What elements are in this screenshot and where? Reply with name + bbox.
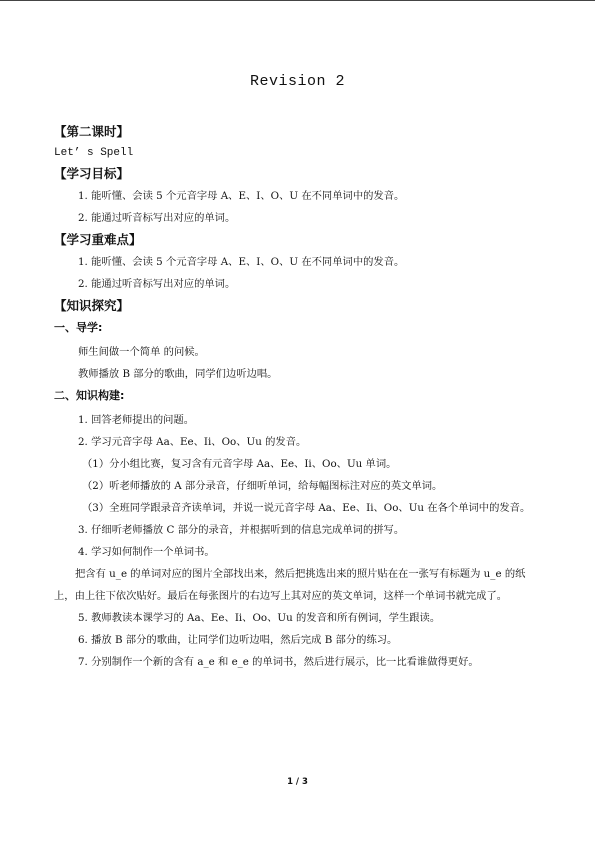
heading-explore: 【知识探究】 [54, 298, 130, 313]
part2-line: 4. 学习如何制作一个单词书。 [78, 546, 215, 558]
document-body [54, 121, 542, 673]
part2-line: 6. 播放 B 部分的歌曲，让同学们边听边唱，然后完成 B 部分的练习。 [78, 634, 398, 646]
heading-goals: 【学习目标】 [54, 166, 130, 181]
part2-line: （1）分小组比赛，复习含有元音字母 Aa、Ee、Ii、Oo、Uu 单词。 [82, 458, 397, 470]
part2-line: 5. 教师教读本课学习的 Aa、Ee、Ii、Oo、Uu 的发音和所有例词，学生跟读。 [78, 612, 441, 624]
key-point-item: 1. 能听懂、会读 5 个元音字母 A、E、I、O、U 在不同单词中的发音。 [78, 256, 405, 268]
part2-line: 3. 仔细听老师播放 C 部分的录音，并根据听到的信息完成单词的拼写。 [78, 524, 405, 536]
heading-lesson: 【第二课时】 [54, 124, 130, 139]
part2-line: （2）听老师播放的 A 部分录音，仔细听单词，给每幅图标注对应的英文单词。 [82, 480, 443, 492]
key-point-item: 2. 能通过听音标写出对应的单词。 [78, 278, 236, 290]
part2-line: （3）全班同学跟录音齐读单词，并说一说元音字母 Aa、Ee、Ii、Oo、Uu 在各个单词中的发音。 [82, 502, 531, 514]
goal-item: 1. 能听懂、会读 5 个元音字母 A、E、I、O、U 在不同单词中的发音。 [78, 190, 405, 202]
part1-heading: 一、导学: [54, 321, 103, 334]
part1-line: 师生间做一个简单 的问候。 [78, 346, 205, 358]
page-number: 1 / 3 [287, 777, 308, 787]
heading-key-points: 【学习重难点】 [54, 232, 142, 247]
lesson-name: Let’ s Spell [54, 147, 134, 159]
document-title: Revision 2 [249, 73, 345, 90]
part2-line: 2. 学习元音字母 Aa、Ee、Ii、Oo、Uu 的发音。 [78, 436, 307, 448]
part1-line: 教师播放 B 部分的歌曲，同学们边听边唱。 [78, 368, 278, 380]
part2-heading: 二、知识构建: [54, 389, 125, 402]
part2-paragraph: 把含有 u_e 的单词对应的图片全部找出来，然后把挑选出来的照片贴在在一张写有标题为 u_e 的纸上，由上往下依次贴好。最后在每张图片的右边写上其对应的英文单词，这样一个单词书就完成了。 [54, 568, 526, 602]
page-top-rule [0, 0, 595, 1]
part2-line: 1. 回答老师提出的问题。 [78, 414, 195, 426]
goal-item: 2. 能通过听音标写出对应的单词。 [78, 212, 236, 224]
part2-line: 7. 分别制作一个新的含有 a_e 和 e_e 的单词书，然后进行展示，比一比看谁做得更好。 [78, 656, 479, 668]
